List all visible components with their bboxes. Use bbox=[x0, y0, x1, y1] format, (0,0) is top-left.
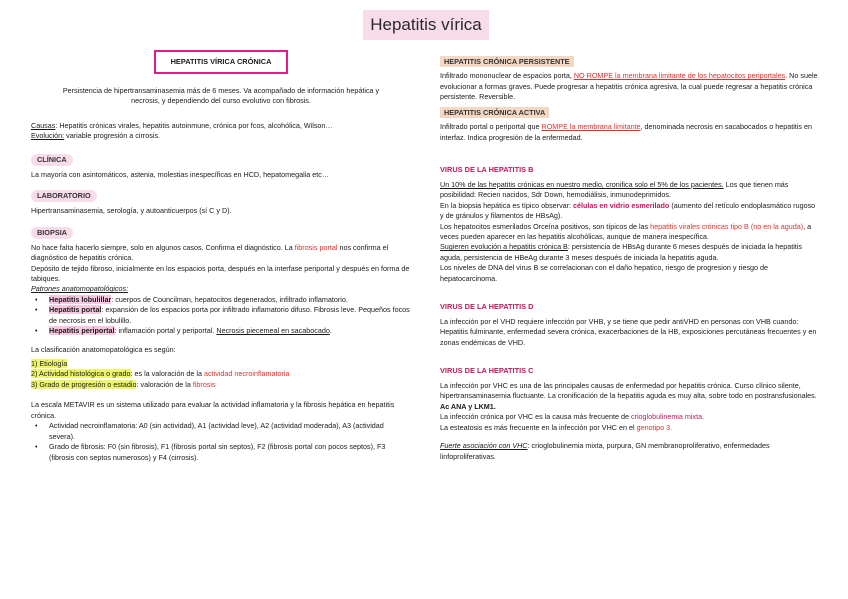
section-title-cronica: HEPATITIS VÍRICA CRÓNICA bbox=[154, 50, 288, 74]
persistente-text bbox=[440, 71, 820, 102]
vhc-text-2 bbox=[440, 412, 820, 422]
biopsia-text-2: Depósito de tejido fibroso, inicialmente en los espacios porta, después en la interfase periportal y después en forma de tabiques. bbox=[31, 263, 410, 283]
clasificacion-3-hl: 3) Grado de progresión o estadio bbox=[31, 379, 137, 389]
patrones-label: Patrones anatomopatológicos: bbox=[31, 284, 129, 294]
vhc-text-1a: La infección por VHC es una de las principales causas de enfermedad por hepatitis crónica. Curso clínico silente, hipertransaminasemia fluctuante. La cronificación de la hepatitis aguda es muy alta, sobre todo en postransfusionales. bbox=[440, 380, 817, 401]
metavir-intro: La escala METAVIR es un sistema utilizado para evaluar la actividad inflamatoria y la fibrosis hepática en hepatitis crónica. bbox=[31, 400, 395, 420]
list-item bbox=[31, 295, 411, 305]
crioglobulinemia-term: crioglobulinemia mixta. bbox=[630, 412, 705, 422]
clasificacion-1-text: 1) Etiología bbox=[31, 359, 68, 368]
clasificacion-3-text: : valoración de la bbox=[136, 379, 193, 389]
intro-text: Persistencia de hipertransaminasemia más de 6 meses. Va acompañado de información hepática y necrosis, y dependiendo del curso evolutivo con fibrosis. bbox=[62, 86, 380, 106]
genotipo-term: genotipo 3. bbox=[636, 422, 673, 432]
activa-heading: HEPATITIS CRÓNICA ACTIVA bbox=[440, 107, 549, 118]
laboratorio-text: Hipertransaminasemia, serología, y autoanticuerpos (sí C y D). bbox=[31, 206, 232, 216]
vhc-text-3a: La esteatosis es más frecuente en la infección por VHC en el bbox=[440, 422, 637, 432]
patron-name: Hepatitis periportal bbox=[49, 326, 115, 336]
patron-name: Hepatitis portal bbox=[49, 305, 102, 315]
vhd-heading: VIRUS DE LA HEPATITIS D bbox=[440, 302, 534, 312]
patron-name: Hepatitis lobulillar bbox=[49, 294, 112, 304]
patron-text: : cuerpos de Councilman, hepatocitos degenerados, infiltrado inflamatorio. bbox=[111, 294, 348, 304]
fibrosis-portal-term: fibrosis portal bbox=[294, 242, 338, 252]
persistente-text-b: . No suele evolucionar a formas graves. Puede progresar a hepatitis crónica agresiva, la cual puede regresar a hepatitis crónica persistente. Reversible. bbox=[440, 71, 818, 102]
vhb-text-4b: : persistencia de HBsAg durante 6 meses después de iniciada la hepatitis aguda, persistencia de HBeAg durante 3 meses después de iniciada la hepatitis aguda. bbox=[440, 242, 802, 262]
vhc-text-1 bbox=[440, 381, 820, 412]
clasificacion-intro: La clasificación anatomopatológica es según: bbox=[31, 344, 176, 354]
patrones-list bbox=[31, 295, 411, 337]
evolucion-line bbox=[31, 131, 411, 141]
vhb-cronica-term: hepatitis virales crónicas tipo B (no en la aguda) bbox=[650, 221, 804, 231]
clasificacion-2-text: : es la valoración de la bbox=[130, 369, 205, 379]
clinica-text: La mayoría con asintomáticos, astenia, molestias inespecíficas en HCD, hepatomegalia etc… bbox=[31, 169, 330, 179]
vhc-text-1b: Ac ANA y LKM1. bbox=[440, 401, 496, 411]
clasificacion-2-red: actividad necroinflamatoria bbox=[204, 369, 290, 379]
persistente-text-a: Infiltrado mononuclear de espacios porta, bbox=[440, 71, 574, 81]
vhb-heading: VIRUS DE LA HEPATITIS B bbox=[440, 165, 534, 175]
list-item bbox=[31, 305, 411, 326]
clasificacion-2 bbox=[31, 369, 411, 379]
biopsia-text-1 bbox=[31, 243, 411, 264]
activa-red: ROMPE la membrana limitante bbox=[541, 122, 641, 132]
biopsia-text-1c: nos confirma el diagnóstico de hepatitis crónica. bbox=[31, 242, 389, 263]
vhb-text-2c: (aumento del retículo endoplasmático rugoso y de gránulos y filamentos de HBsAg). bbox=[440, 200, 816, 221]
metavir-list bbox=[31, 421, 411, 463]
patrones-label-text: Patrones anatomopatológicos bbox=[31, 284, 127, 294]
vhc-text-4b: : crioglobulinemia mixta, purpura, GN membranoproliferativo, enfermedades linfoproliferativas. bbox=[440, 441, 770, 461]
vhb-text-5: Los niveles de DNA del virus B se correlacionan con el daño hepatico, riesgo de progresion y riesgo de hepatocarcinoma. bbox=[440, 263, 769, 283]
laboratorio-heading: LABORATORIO bbox=[31, 190, 97, 202]
list-item: • Actividad necroinflamatoria: A0 (sin actividad), A1 (actividad leve), A2 (actividad moderada), A3 (actividad severa). bbox=[31, 421, 411, 442]
vhc-heading: VIRUS DE LA HEPATITIS C bbox=[440, 366, 534, 376]
vhb-text-2 bbox=[440, 201, 820, 222]
vhb-text-3a: Los hepatocitos esmerilados Orceína positivos, son típicos de las bbox=[440, 221, 651, 231]
vhd-text-1: La infección por el VHD requiere infección por VHB, y se tiene que pedir antiVHD en personas con VHB cuando: bbox=[440, 316, 799, 326]
vhb-text-1a: Un 10% de las hepatitis crónicas en nuestro medio, cronifica solo el 5% de los pacientes. bbox=[440, 179, 724, 189]
vhb-text-2a: En la biopsia hepática es típico observar: bbox=[440, 200, 574, 210]
vhb-text-3c: , a veces pueden aparecer en las hepatitis alcohólicas, aunque de manera inespecífica. bbox=[440, 221, 812, 241]
clasificacion-1 bbox=[31, 359, 411, 369]
vidrio-esmerilado-term: células en vidrio esmerilado bbox=[573, 200, 670, 210]
vhc-text-4a: Fuerte asociación con VHC bbox=[440, 441, 528, 451]
vhd-text-2: Hepatitis fulminante, enfermedad severa crónica, exacerbaciones de la HB, exposiciones percutáneas frecuentes y en zonas endémicas de VHD. bbox=[440, 327, 817, 347]
patron-text: : inflamación portal y periportal. bbox=[114, 326, 217, 336]
vhb-text-1 bbox=[440, 180, 820, 201]
vhc-text-4 bbox=[440, 441, 820, 462]
causas-line bbox=[31, 121, 411, 131]
vhc-text-3 bbox=[440, 423, 820, 433]
clasificacion-3-red: fibrosis bbox=[192, 379, 216, 389]
biopsia-text-1a: No hace falta hacerlo siempre, solo en algunos casos. Confirma el diagnóstico. La bbox=[31, 242, 295, 252]
persistente-heading: HEPATITIS CRÓNICA PERSISTENTE bbox=[440, 56, 574, 67]
activa-text-b: , denominada necrosis en sacabocados o hepatitis en interfaz. Indica progresión de la enfermedad. bbox=[440, 122, 812, 142]
patron-text: : expansión de los espacios porta por infiltrado inflamatorio difuso. Fibrosis leve. Pequeños focos de necrosis en el lobulillo. bbox=[49, 305, 410, 325]
page-title: Hepatitis vírica bbox=[363, 10, 489, 40]
activa-text-a: Infiltrado portal o periportal que bbox=[440, 122, 542, 132]
vhb-text-4 bbox=[440, 242, 820, 263]
patron-extra: Necrosis piecemeal en sacabocado bbox=[216, 326, 330, 336]
list-item bbox=[31, 326, 411, 336]
evolucion-text: variable progresión a cirrosis. bbox=[64, 131, 161, 141]
left-column bbox=[31, 50, 411, 463]
evolucion-label: Evolución: bbox=[31, 131, 65, 141]
vhb-text-1b: Los que tienen más posibilidad: Recien nacidos, Sdr Down, hemodiálisis, inmunodeprimidos. bbox=[440, 179, 789, 200]
persistente-red: NO ROMPE la membrana limitante de los hepatocitos periportales bbox=[573, 71, 786, 81]
right-column bbox=[440, 56, 820, 462]
vhb-text-4a: Sugieren evolución a hepatitis crónica B bbox=[440, 242, 568, 252]
vhb-text-3 bbox=[440, 222, 820, 243]
patron-end: . bbox=[329, 326, 332, 336]
clasificacion-3 bbox=[31, 380, 411, 390]
causas-label: Causas bbox=[31, 120, 56, 130]
list-item: • Grado de fibrosis: F0 (sin fibrosis), F1 (fibrosis portal sin septos), F2 (fibrosis portal con pocos septos), F3 (fibrosis con septos numerosos) y F4 (cirrosis). bbox=[31, 442, 411, 463]
causas-text: : Hepatitis crónicas virales, hepatitis autoinmune, crónica por fcos, alcohólica, Wilson… bbox=[55, 120, 333, 130]
clinica-heading: CLÍNICA bbox=[31, 154, 73, 166]
clasificacion-2-hl: 2) Actividad histológica o grado bbox=[31, 369, 131, 379]
vhc-text-2a: La infección crónica por VHC es la causa más frecuente de bbox=[440, 412, 631, 422]
biopsia-heading: BIOPSIA bbox=[31, 227, 73, 239]
activa-text bbox=[440, 122, 820, 143]
